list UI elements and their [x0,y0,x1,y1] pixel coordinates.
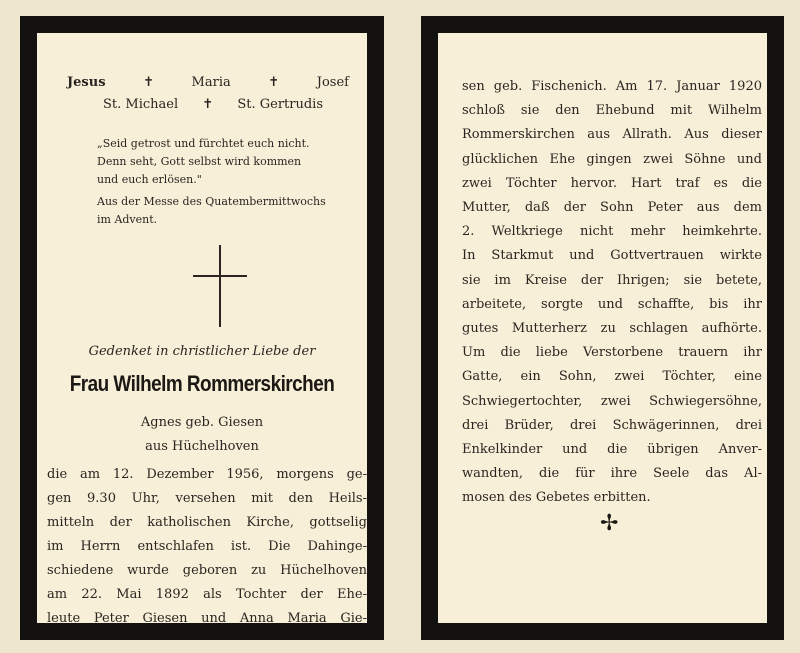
text-line: Gatte, ein Sohn, zwei Töchter, eine [462,369,762,385]
origin-place: aus Hüchelhoven [145,439,259,454]
text-line: mosen des Gebetes erbitten. [462,490,651,506]
header-saint-gertrudis: St. Gertrudis [237,97,323,112]
header-name-jesus: Jesus [67,75,106,90]
header-name-josef: Josef [316,75,349,90]
text-line: im Herrn entschlafen ist. Die Dahinge- [47,539,367,554]
text-line: sie im Kreise der Ihrigen; sie betete, [462,272,762,288]
text-line: schiedene wurde geboren zu Hüchelhoven [47,563,367,578]
left-card [37,33,367,623]
text-line: Mutter, daß der Sohn Peter aus dem [462,200,762,216]
text-line: wandten, die für ihre Seele das Al- [462,466,762,482]
quote-line: „Seid getrost und fürchtet euch nicht. [97,137,310,150]
source-line: Aus der Messe des Quatembermittwochs [97,195,326,208]
text-line: Rommerskirchen aus Allrath. Aus dieser [462,127,762,143]
right-card-border [421,16,784,640]
text-line: 2. Weltkriege nicht mehr heimkehrte. [462,224,762,240]
quote-source [97,193,367,229]
text-line: am 22. Mai 1892 als Tochter der Ehe- [47,587,367,602]
text-line: glücklichen Ehe gingen zwei Söhne und [462,151,762,167]
text-line: die am 12. Dezember 1956, morgens ge- [47,467,367,482]
source-line: im Advent. [97,213,158,226]
left-card-border [20,16,384,640]
remembrance-line: Gedenket in christlicher Liebe der [88,344,316,359]
header-saint-michael: St. Michael [103,97,179,112]
text-line: drei Brüder, drei Schwägerinnen, drei [462,417,762,433]
text-line: schloß sie den Ehebund mit Wilhelm [462,103,762,119]
deceased-name: Frau Wilhelm Rommerskirchen [69,371,335,396]
text-line: Um die liebe Verstorbene trauern ihr [462,345,762,361]
text-line: gutes Mutterherz zu schlagen aufhörte. [462,321,762,337]
quote-line: Denn seht, Gott selbst wird kommen [97,155,302,168]
quote-line: und euch erlösen." [97,173,202,186]
text-line: sen geb. Fischenich. Am 17. Januar 1920 [462,79,762,94]
biography-text-right [462,75,762,511]
text-line: zwei Töchter hervor. Hart traf es die [462,175,762,191]
large-cross-icon [193,245,247,327]
header-name-maria: Maria [191,75,231,90]
text-line: In Starkmut und Gottvertrauen wirkte [462,248,762,264]
small-cross-icon: ✝ [202,97,214,112]
scripture-quote [97,135,367,189]
text-line: Schwiegertochter, zwei Schwiegersöhne, [462,393,762,409]
small-cross-icon: ✝ [143,75,154,90]
header-holy-family [67,75,349,90]
right-card [438,33,767,623]
small-cross-icon: ✝ [268,75,280,90]
biography-text-left [47,463,367,623]
header-saints [103,97,323,112]
text-line: Enkelkinder und die übrigen Anver- [462,442,762,458]
trefoil-cross-icon: ✢ [600,511,619,536]
text-line: leute Peter Giesen und Anna Maria Gie- [47,611,367,623]
text-line: gen 9.30 Uhr, versehen mit den Heils- [47,491,367,506]
text-line: arbeitete, sorgte und schaffte, bis ihr [462,296,762,312]
birth-name: Agnes geb. Giesen [140,415,264,430]
text-line: mitteln der katholischen Kirche, gottselig [47,515,367,530]
